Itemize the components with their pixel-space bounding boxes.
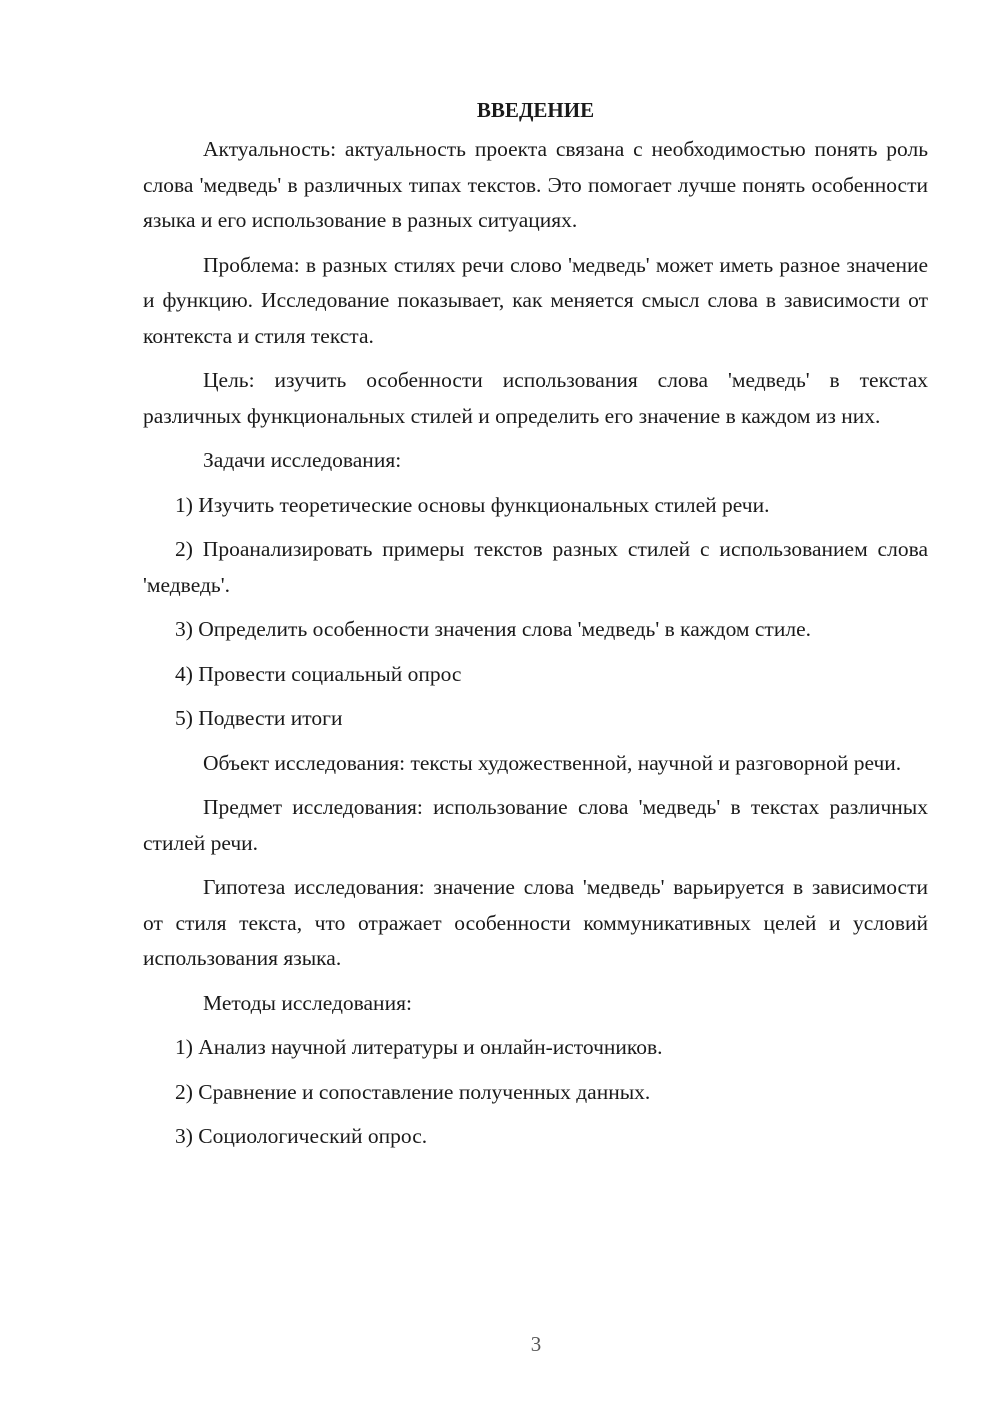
task-item-4: 4) Провести социальный опрос	[175, 661, 462, 686]
problem-paragraph: Проблема: в разных стилях речи слово 'медведь' может иметь разное значение и функцию. Исследование показывает, как меняется смысл слова в зависимости от контекста и стиля текста.	[143, 252, 928, 348]
page-number: 3	[530, 1332, 542, 1356]
task-item-1: 1) Изучить теоретические основы функциональных стилей речи.	[175, 492, 770, 517]
document-title: ВВЕДЕНИЕ	[476, 98, 595, 122]
methods-heading: Методы исследования:	[203, 990, 412, 1015]
object-paragraph: Объект исследования: тексты художественной, научной и разговорной речи.	[203, 750, 902, 775]
method-item-3: 3) Социологический опрос.	[175, 1124, 428, 1148]
document-page	[143, 92, 928, 1155]
relevance-paragraph: Актуальность: актуальность проекта связана с необходимостью понять роль слова 'медведь' в различных типах текстов. Это помогает лучше понять особенности языка и его использование в разных ситуациях.	[143, 137, 928, 232]
subject-paragraph: Предмет исследования: использование слова 'медведь' в текстах различных стилей речи.	[143, 795, 928, 855]
task-item-5: 5) Подвести итоги	[175, 706, 343, 730]
goal-paragraph: Цель: изучить особенности использования слова 'медведь' в текстах различных функциональных стилей и определить его значение в каждом из них.	[143, 368, 928, 428]
method-item-2: 2) Сравнение и сопоставление полученных данных.	[175, 1079, 651, 1104]
task-item-2: 2) Проанализировать примеры текстов разных стилей с использованием слова 'медведь'.	[143, 537, 928, 597]
tasks-heading: Задачи исследования:	[203, 448, 402, 472]
method-item-1: 1) Анализ научной литературы и онлайн-источников.	[175, 1035, 663, 1059]
hypothesis-paragraph: Гипотеза исследования: значение слова 'медведь' варьируется в зависимости от стиля текста, что отражает особенности коммуникативных целей и условий использования языка.	[143, 875, 928, 970]
task-item-3: 3) Определить особенности значения слова 'медведь' в каждом стиле.	[175, 617, 811, 641]
